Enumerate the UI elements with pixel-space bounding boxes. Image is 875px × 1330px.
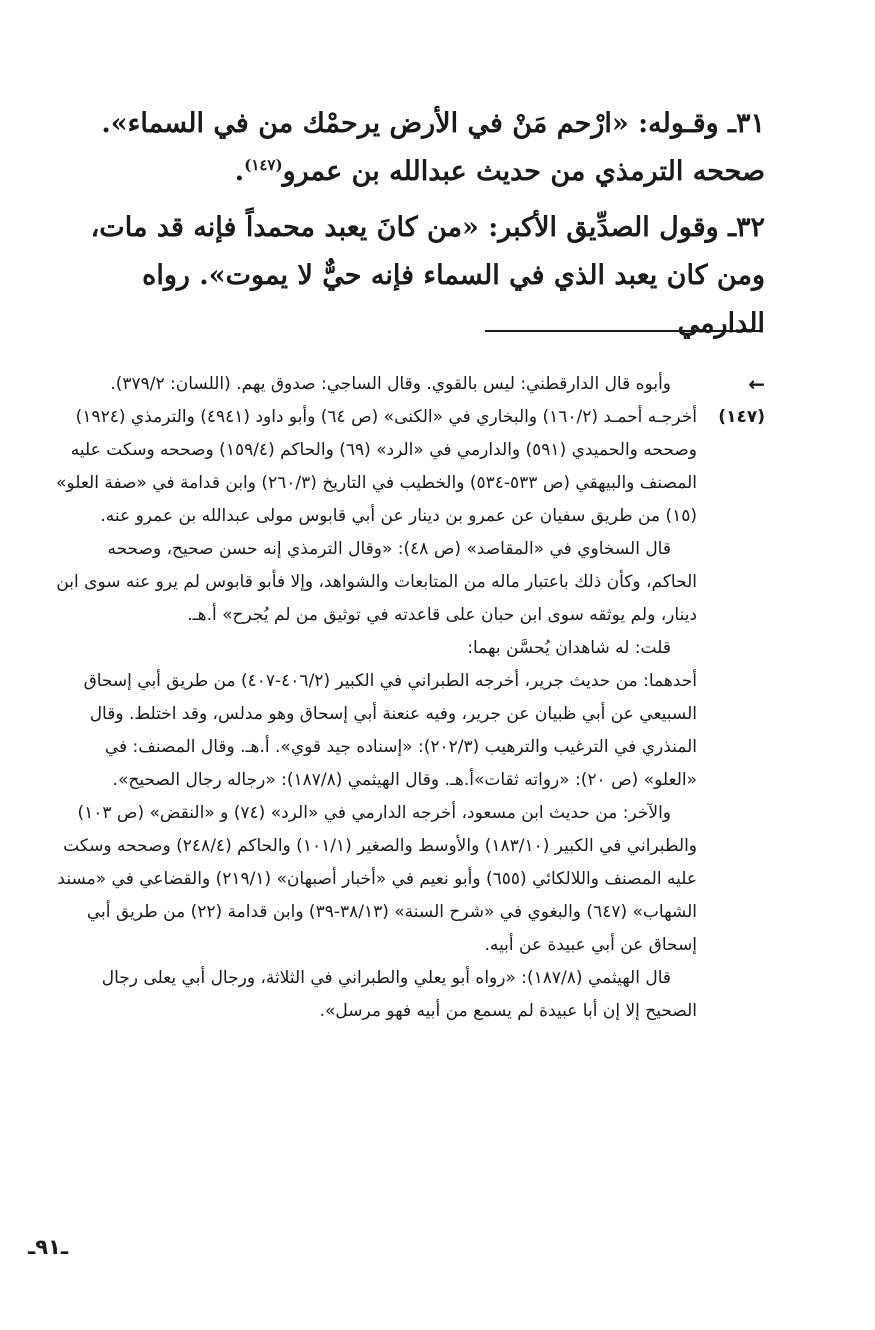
footnote-147-paragraph: قال السخاوي في «المقاصد» (ص ٤٨): «وقال الترمذي إنه حسن صحيح، وصححه الحاكم، وكأن ذلك باعتبار ماله من المتابعات والشواهد، وإلا فأبو قابوس لم يرو عنه سوى ابن دينار، ولم يوثقه سوى ابن حبان على قاعدته في توثيق من لم يُجرح» أ.هـ. xyxy=(56,539,697,625)
continuation-arrow-icon: ← xyxy=(748,372,765,396)
footnote-147-paragraph: أخرجـه أحمـد (١٦٠/٢) والبخاري في «الكنى» (ص ٦٤) وأبو داود (٤٩٤١) والترمذي (١٩٢٤) وصححه والحميدي (٥٩١) والدارمي في «الرد» (٦٩) والحاكم (١٥٩/٤) وصححه وسكت عليه المصنف والبيهقي (ص ٥٣٣-٥٣٤) والخطيب في التاريخ (٢٦٠/٣) وابن قدامة في «صفة العلو» (١٥) من طريق سفيان عن عمرو بن دينار عن أبي قابوس مولى عبدالله بن عمرو عنه. xyxy=(56,407,697,526)
page-number: ـ٩١ـ xyxy=(28,1235,69,1259)
footnote-separator xyxy=(485,330,760,332)
footnote-147-paragraph: قلت: له شاهدان يُحسَّن بهما: xyxy=(467,638,671,658)
paragraph-31 xyxy=(60,100,765,196)
paragraph-31-end: . xyxy=(234,156,245,187)
footnote-147 xyxy=(55,401,765,1028)
footnote-147-paragraph: والآخر: من حديث ابن مسعود، أخرجه الدارمي في «الرد» (٧٤) و «النقض» (ص ١٠٣) والطبراني في الكبير (١٨٣/١٠) والأوسط والصغير (١٠١/١) والحاكم (٢٤٨/٤) وصححه وسكت عليه المصنف واللالكائي (٦٥٥) وأبو نعيم في «أخبار أصبهان» (٢١٩/١) والقضاعي في «مسند الشهاب» (٦٤٧) والبغوي في «شرح السنة» (٣٨/١٣-٣٩) وابن قدامة (٢٢) من طريق أبي إسحاق عن أبي عبيدة عن أبيه. xyxy=(57,803,697,955)
paragraph-32: ٣٢ـ وقول الصدِّيق الأكبر: «من كانَ يعبد محمداً فإنه قد مات، ومن كان يعبد الذي في السماء فإنه حيٌّ لا يموت». رواه الدارمي xyxy=(90,212,765,339)
footnote-147-paragraph: أحدهما: من حديث جرير، أخرجه الطبراني في الكبير (٤٠٦/٢-٤٠٧) من طريق أبي إسحاق السبيعي عن أبي ظبيان عن جرير، وفيه عنعنة أبي إسحاق وهو مدلس، وقد اختلط. وقال المنذري في الترغيب والترهيب (٢٠٢/٣): «إسناده جيد قوي». أ.هـ. وقال المصنف: في «العلو» (ص ٢٠): «رواته ثقات»أ.هـ. وقال الهيثمي (١٨٧/٨): «رجاله رجال الصحيح». xyxy=(83,671,697,790)
footnotes xyxy=(55,368,765,1028)
footnote-continuation-text: وأبوه قال الدارقطني: ليس بالقوي. وقال الساجي: صدوق يهم. (اللسان: ٣٧٩/٢). xyxy=(110,374,671,394)
footnote-reference-147[interactable]: (١٤٧) xyxy=(244,156,283,174)
main-text xyxy=(60,100,765,356)
footnote-147-marker: (١٤٧) xyxy=(718,407,765,427)
footnote-147-paragraph: قال الهيثمي (١٨٧/٨): «رواه أبو يعلي والطبراني في الثلاثة، ورجال أبي يعلى رجال الصحيح إلا إن أبا عبيدة لم يسمع من أبيه فهو مرسل». xyxy=(101,968,697,1021)
paragraph-31-text: ٣١ـ وقـوله: «ارْحم مَنْ في الأرض يرحمْك من في السماء». صححه الترمذي من حديث عبدالله بن عمرو xyxy=(101,108,765,187)
footnote-continuation xyxy=(55,368,765,401)
